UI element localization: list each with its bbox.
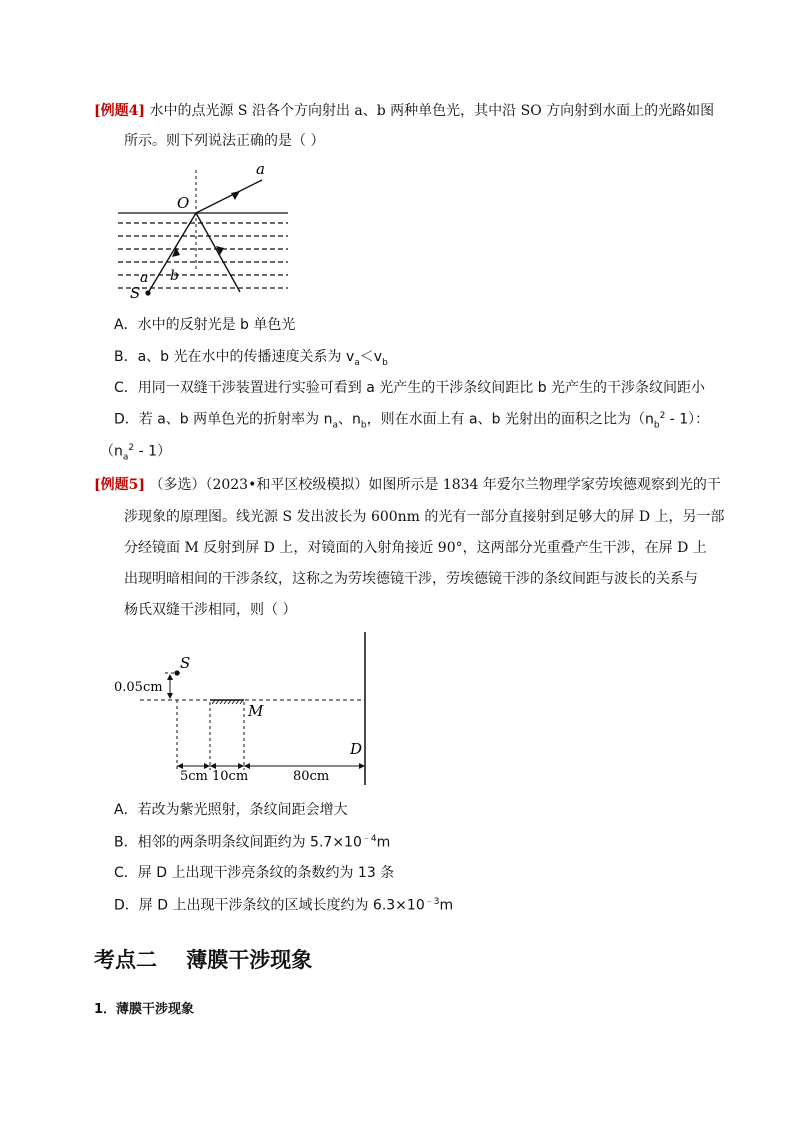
source-dot (145, 290, 150, 295)
example-4-tag: [例题4] (94, 103, 145, 119)
label-M: M (248, 702, 264, 720)
height-arrow-up (167, 674, 173, 680)
option-b-mid: ＜v (359, 349, 383, 365)
option-d-sub-a: a (332, 420, 338, 431)
ex5-option-b-text: B．相邻的两条明条纹间距约为 5.7×10 (114, 834, 362, 851)
example-4-option-a: A．水中的反射光是 b 单色光 (114, 317, 296, 333)
example-5-tag: [例题5] (94, 477, 145, 493)
example-5-question-line-2: 涉现象的原理图。线光源 S 发出波长为 600nm 的光有一部分直接射到足够大的屏 D 上，另一部 (124, 509, 725, 525)
example-4-question-line-2: 所示。则下列说法正确的是（ ） (124, 133, 325, 149)
ex5-option-b-sup: ﹣4 (361, 834, 377, 844)
label-S: S (130, 284, 141, 300)
example-5-option-d (114, 898, 453, 913)
example-4-option-d (114, 412, 709, 430)
option-d2-sup: 2 (128, 443, 135, 453)
example-4-option-c: C．用同一双缝干涉装置进行实验可看到 a 光产生的干涉条纹间距比 b 光产生的干涉条纹间距小 (114, 380, 706, 396)
option-d2-pre: （n (100, 443, 123, 460)
option-b-sub-b: b (382, 357, 388, 368)
ex5-option-d-text: D．屏 D 上出现干涉条纹的区域长度约为 6.3×10 (114, 897, 425, 914)
label-5cm: 5cm (180, 769, 208, 784)
example-5-question-line-1: （多选）（2023•和平区校级模拟）如图所示是 1834 年爱尔兰物理学家劳埃德观察到光的干 (149, 477, 721, 493)
label-D: D (350, 740, 363, 758)
option-b-sub-a: a (354, 357, 360, 368)
option-d-mid: 、n (338, 411, 361, 428)
refracted-ray-a (196, 180, 262, 213)
example-5-option-b (114, 835, 390, 850)
label-O: O (177, 194, 190, 212)
example-5-option-a: A．若改为紫光照射，条纹间距会增大 (114, 802, 348, 818)
height-arrow-down (167, 693, 173, 699)
example-5-question-line-4: 出现明暗相间的干涉条纹，这称之为劳埃德镜干涉，劳埃德镜干涉的条纹间距与波长的关系与 (124, 571, 698, 587)
option-d-sub-b2: b (653, 420, 660, 431)
example-5-question-line-3: 分经镜面 M 反射到屏 D 上，对镜面的入射角接近 90°，这两部分光重叠产生干涉，在屏 D 上 (124, 540, 707, 556)
section-heading: 考点二 薄膜干涉现象 (94, 948, 313, 972)
guide-lines (177, 700, 244, 770)
option-d-pre: D．若 a、b 两单色光的折射率为 n (114, 411, 333, 428)
subsection-heading: 1．薄膜干涉现象 (94, 1002, 195, 1017)
example-4-option-b (114, 350, 388, 368)
label-b: b (170, 268, 179, 284)
option-d-sub-b: b (360, 420, 367, 431)
option-d-end: - 1）： (665, 411, 710, 428)
lloyd-mirror-figure (110, 630, 380, 790)
example-4-line-1 (94, 104, 714, 118)
option-d-sup: 2 (659, 411, 666, 421)
label-80cm: 80cm (293, 769, 330, 784)
example-5-question-line-5: 杨氏双缝干涉相同，则（ ） (124, 602, 297, 618)
option-d2-sub-a: a (122, 452, 129, 463)
option-d2-end: - 1） (134, 443, 171, 460)
label-S: S (180, 654, 191, 672)
ex5-option-d-unit: m (439, 897, 454, 914)
option-d-post: ，则在水面上有 a、b 光射出的面积之比为（n (366, 411, 654, 428)
option-b-text: B．a、b 光在水中的传播速度关系为 v (114, 349, 355, 365)
example-4-option-d-cont (100, 444, 171, 462)
label-a-top: a (256, 160, 265, 178)
label-10cm: 10cm (212, 769, 249, 784)
reflected-ray (196, 213, 240, 292)
example-4-question-line-1: 水中的点光源 S 沿各个方向射出 a、b 两种单色光，其中沿 SO 方向射到水面上的光路如图 (149, 103, 715, 119)
refraction-figure (110, 160, 300, 300)
example-5-line-1 (94, 478, 721, 492)
ex5-option-b-unit: m (376, 834, 391, 851)
label-height: 0.05cm (114, 680, 163, 695)
example-5-option-c: C．屏 D 上出现干涉亮条纹的条数约为 13 条 (114, 865, 395, 881)
ex5-option-d-sup: ﹣3 (424, 897, 440, 907)
label-a-low: a (140, 270, 149, 286)
